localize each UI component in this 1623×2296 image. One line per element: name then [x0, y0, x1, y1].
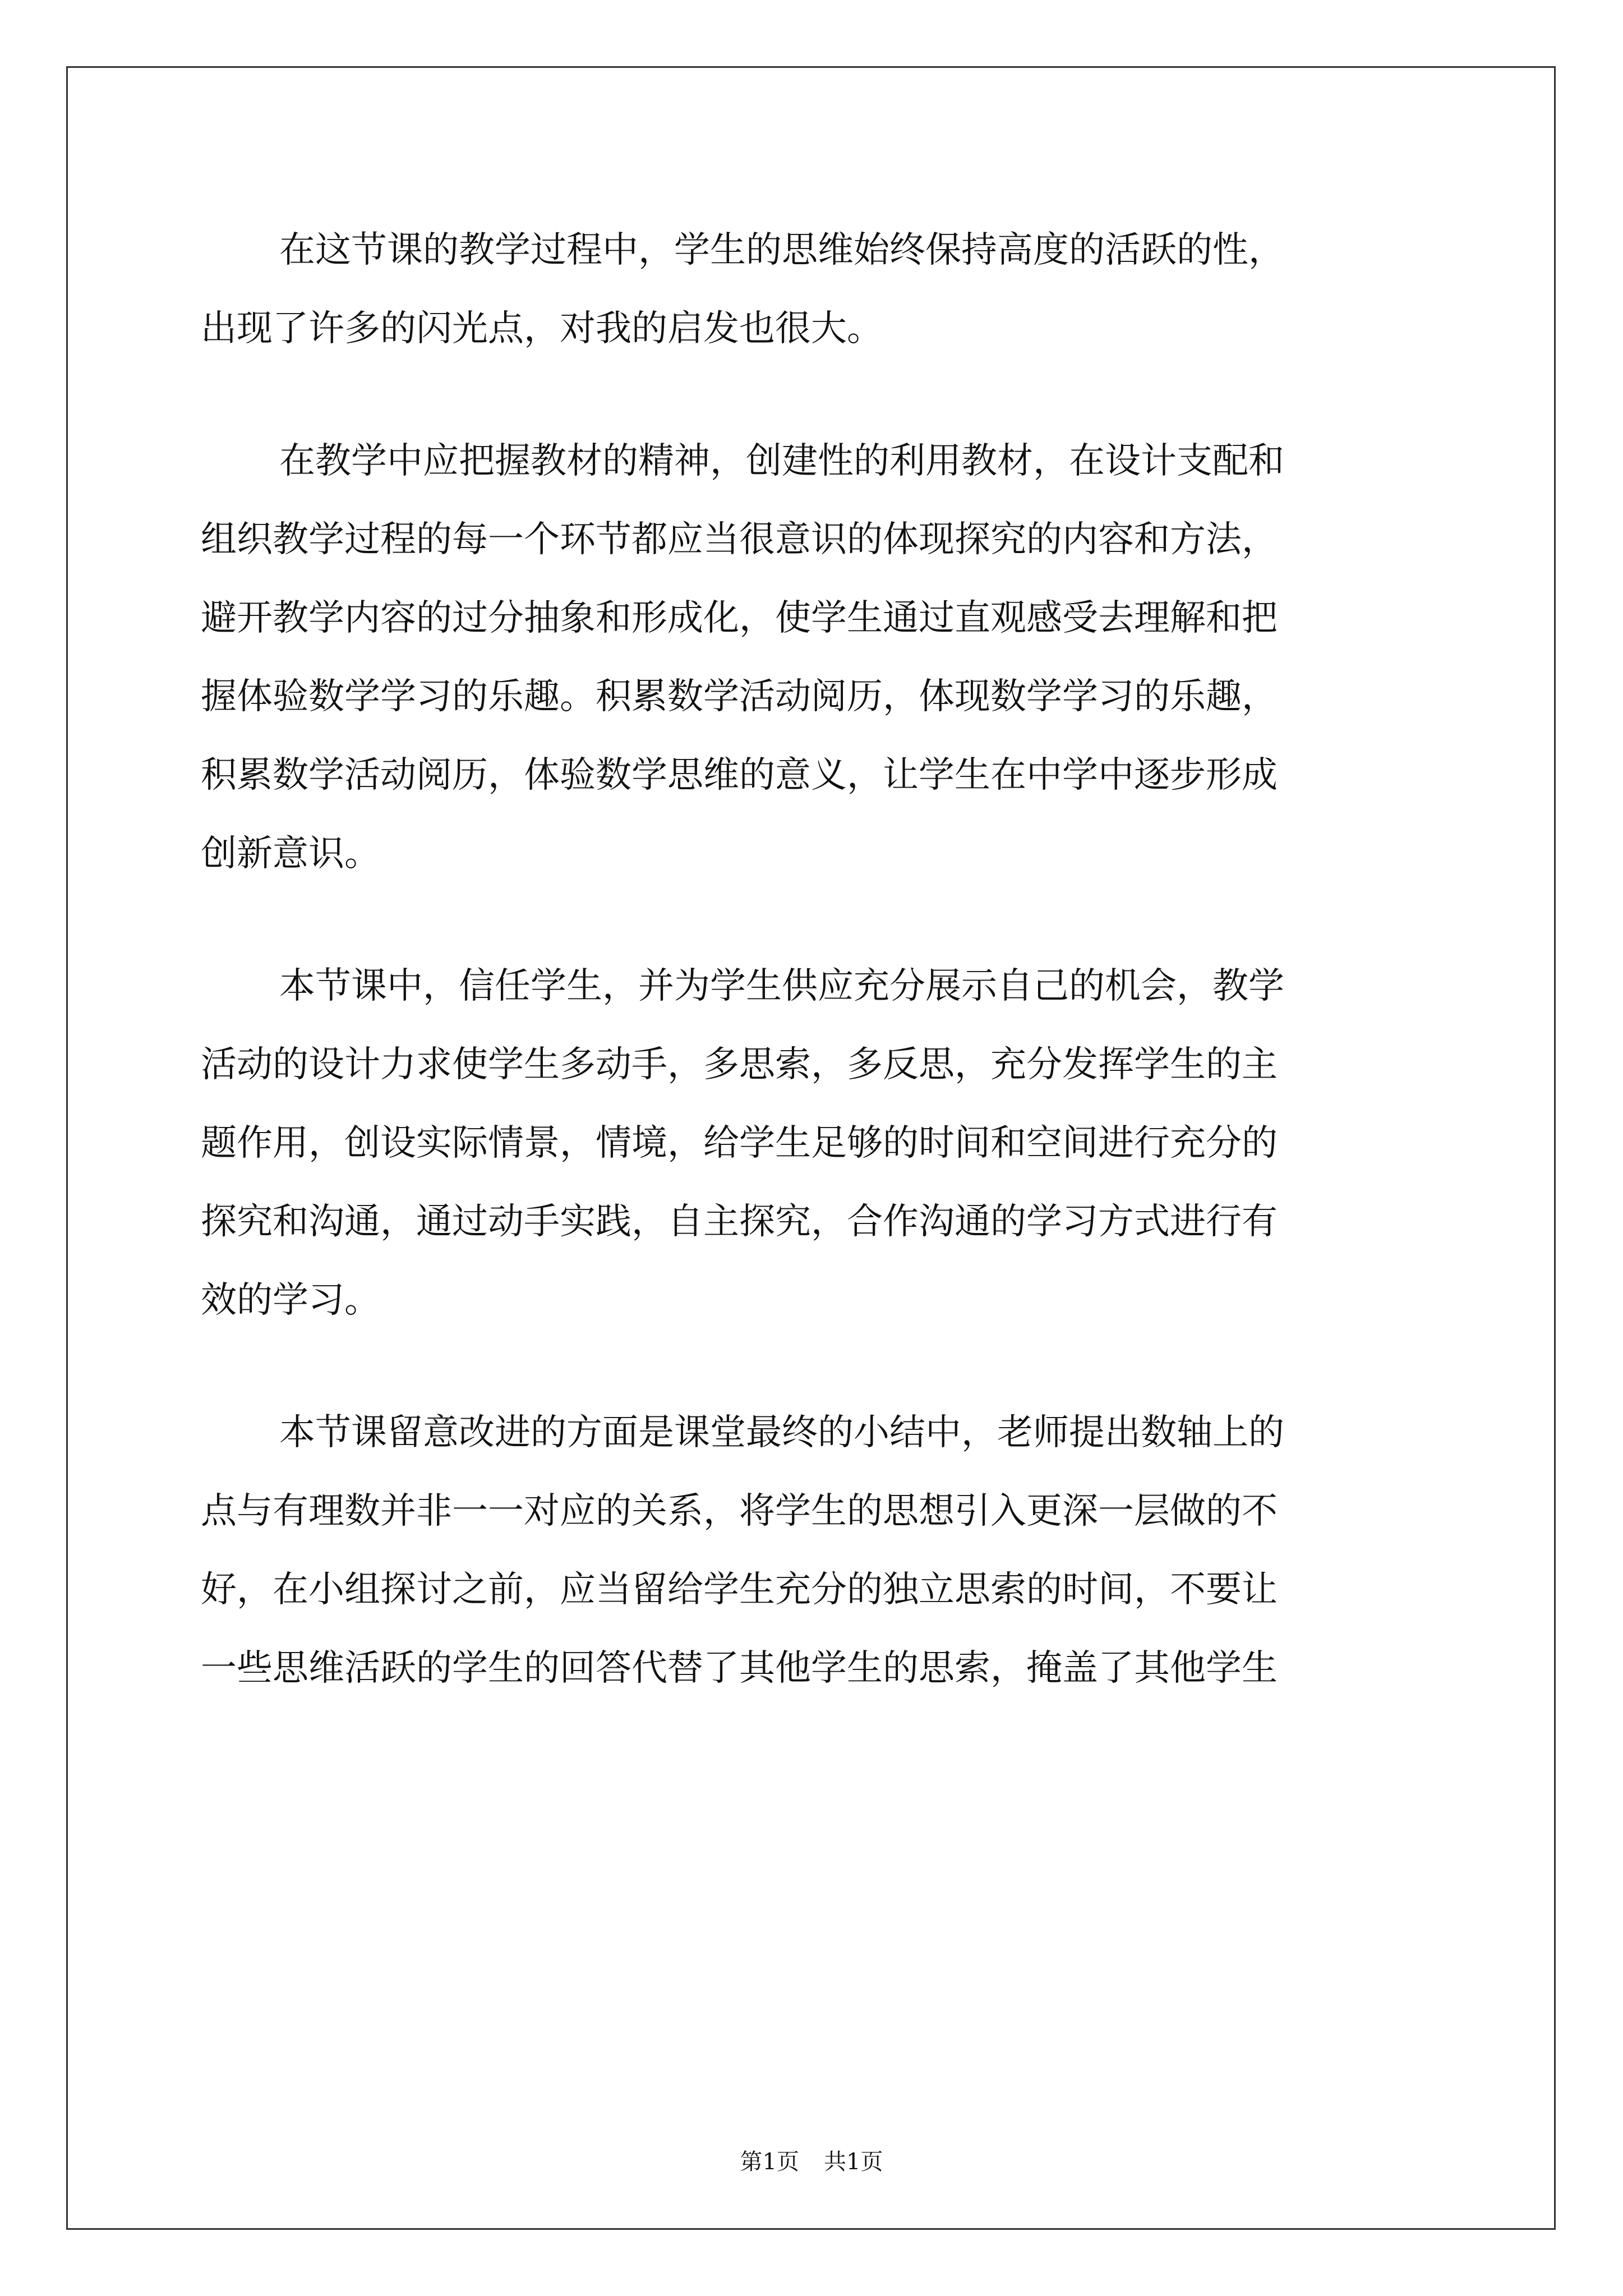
text-line: 好，在小组探讨之前，应当留给学生充分的独立思索的时间，不要让 — [201, 1569, 1278, 1611]
page-footer — [0, 2146, 1623, 2178]
text-line: 题作用，创设实际情景，情境，给学生足够的时间和空间进行充分的 — [201, 1122, 1278, 1164]
text-line: 探究和沟通，通过动手实践，自主探究，合作沟通的学习方式进行有 — [201, 1201, 1278, 1243]
text-line: 出现了许多的闪光点，对我的启发也很大。 — [201, 308, 883, 349]
text-line: 效的学习。 — [201, 1280, 380, 1321]
text-line: 避开教学内容的过分抽象和形成化，使学生通过直观感受去理解和把 — [201, 597, 1278, 639]
page-number: 第1页 — [740, 2149, 799, 2175]
text-line: 活动的设计力求使学生多动手，多思索，多反思，充分发挥学生的主 — [201, 1044, 1278, 1085]
text-line: 在这节课的教学过程中，学生的思维始终保持高度的活跃的性， — [279, 229, 1284, 271]
text-line: 一些思维活跃的学生的回答代替了其他学生的思索，掩盖了其他学生 — [201, 1648, 1278, 1689]
text-line: 积累数学活动阅历，体验数学思维的意义，让学生在中学中逐步形成 — [201, 754, 1278, 796]
text-line: 组织教学过程的每一个环节都应当很意识的体现探究的内容和方法， — [201, 519, 1278, 560]
page-total: 共1页 — [824, 2149, 883, 2175]
text-line: 本节课留意改进的方面是课堂最终的小结中，老师提出数轴上的 — [279, 1412, 1284, 1453]
text-line: 创新意识。 — [201, 833, 380, 875]
text-line: 握体验数学学习的乐趣。积累数学活动阅历，体现数学学习的乐趣， — [201, 676, 1278, 717]
text-line: 在教学中应把握教材的精神，创建性的利用教材，在设计支配和 — [279, 440, 1284, 482]
text-line: 点与有理数并非一一对应的关系，将学生的思想引入更深一层做的不 — [201, 1490, 1278, 1532]
text-line: 本节课中，信任学生，并为学生供应充分展示自己的机会，教学 — [279, 965, 1284, 1007]
